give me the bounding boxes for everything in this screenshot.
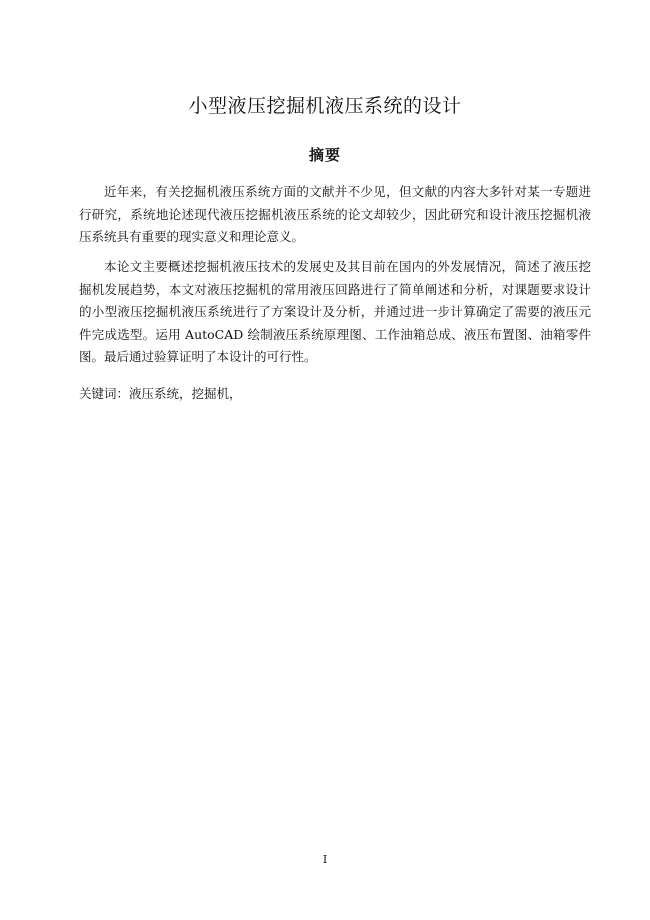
keywords-line [79, 383, 591, 405]
abstract-heading: 摘要 [308, 146, 341, 164]
keywords-label: 关键词： [79, 386, 130, 401]
page-number: I [322, 853, 328, 866]
abstract-paragraph-1: 近年来，有关挖掘机液压系统方面的文献并不少见，但文献的内容大多针对某一专题进行研究，系统地论述现代液压挖掘机液压系统的论文却较少，因此研究和设计液压挖掘机液压系统具有重要的现实意义和理论意义。 [79, 184, 591, 244]
keywords-value: 液压系统，挖掘机， [129, 386, 242, 401]
abstract-paragraph-2: 本论文主要概述挖掘机液压技术的发展史及其目前在国内的外发展情况，简述了液压挖掘机发展趋势，本文对液压挖掘机的常用液压回路进行了简单阐述和分析，对课题要求设计的小型液压挖掘机液压系统进行了方案设计及分析，并通过进一步计算确定了需要的液压元件完成选型。运用 AutoCAD 绘制液压系统原理图、工作油箱总成、液压布置图、油箱零件图。最后通过验算证明了本设计的可行性。 [79, 259, 591, 364]
document-title: 小型液压挖掘机液压系统的设计 [188, 95, 462, 117]
